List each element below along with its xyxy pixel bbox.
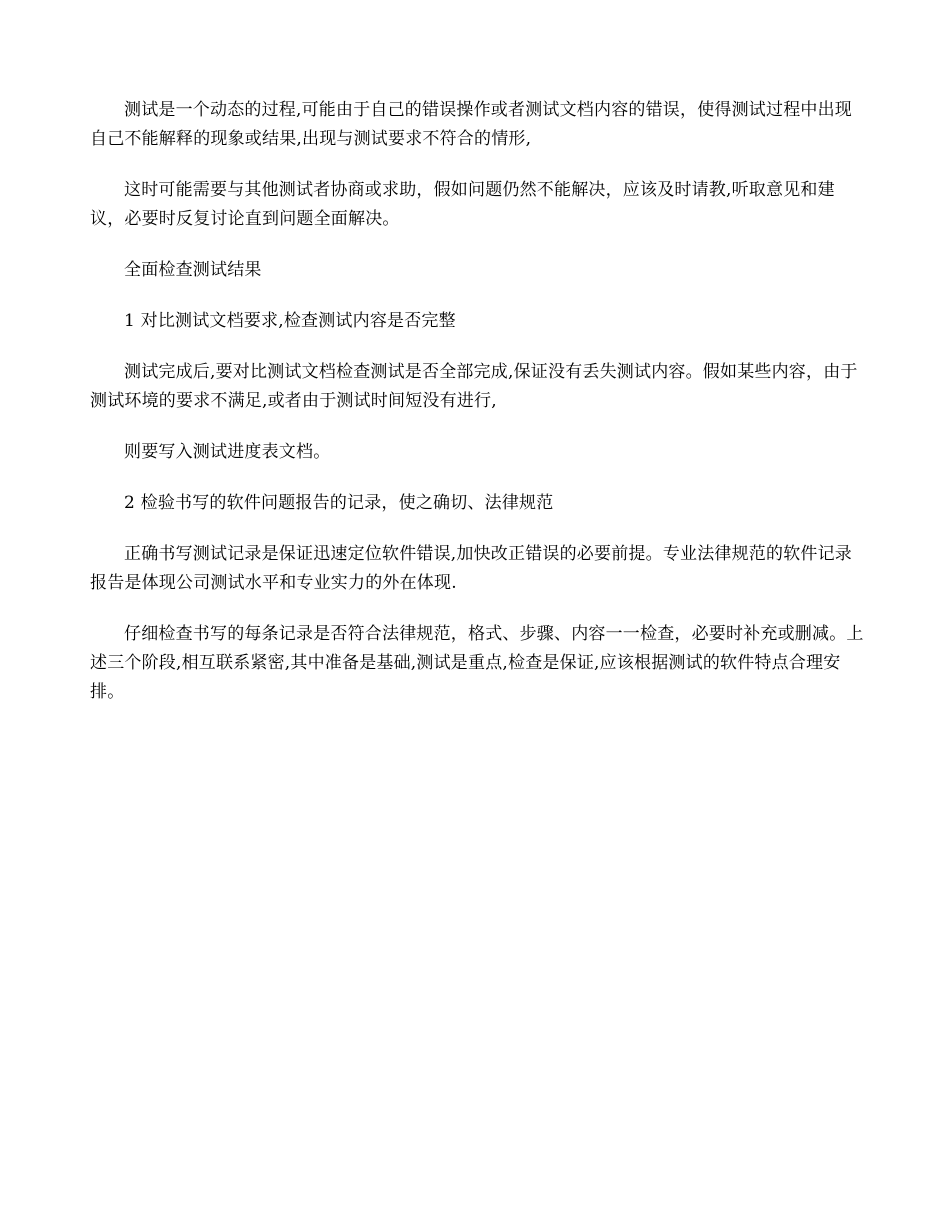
subheading-1: 1 对比测试文档要求,检查测试内容是否完整 (124, 311, 456, 331)
paragraph-2: 这时可能需要与其他测试者协商或求助，假如问题仍然不能解决，应该及时请教,听取意见和建议，必要时反复讨论直到问题全面解决。 (90, 180, 835, 229)
paragraph-4: 则要写入测试进度表文档。 (124, 442, 331, 462)
subheading-2: 2 检验书写的软件问题报告的记录，使之确切、法律规范 (124, 493, 554, 513)
paragraph-6: 仔细检查书写的每条记录是否符合法律规范，格式、步骤、内容一一检查，必要时补充或删减。上述三个阶段,相互联系紧密,其中准备是基础,测试是重点,检查是保证,应该根据测试的软件特点合理安排。 (90, 624, 864, 702)
paragraph-1: 测试是一个动态的过程,可能由于自己的错误操作或者测试文档内容的错误，使得测试过程中出现自己不能解释的现象或结果,出现与测试要求不符合的情形, (90, 100, 853, 149)
paragraph-5: 正确书写测试记录是保证迅速定位软件错误,加快改正错误的必要前提。专业法律规范的软件记录报告是体现公司测试水平和专业实力的外在体现. (90, 544, 853, 593)
section-heading: 全面检查测试结果 (124, 260, 262, 280)
paragraph-3: 测试完成后,要对比测试文档检查测试是否全部完成,保证没有丢失测试内容。假如某些内容，由于测试环境的要求不满足,或者由于测试时间短没有进行, (90, 362, 858, 411)
